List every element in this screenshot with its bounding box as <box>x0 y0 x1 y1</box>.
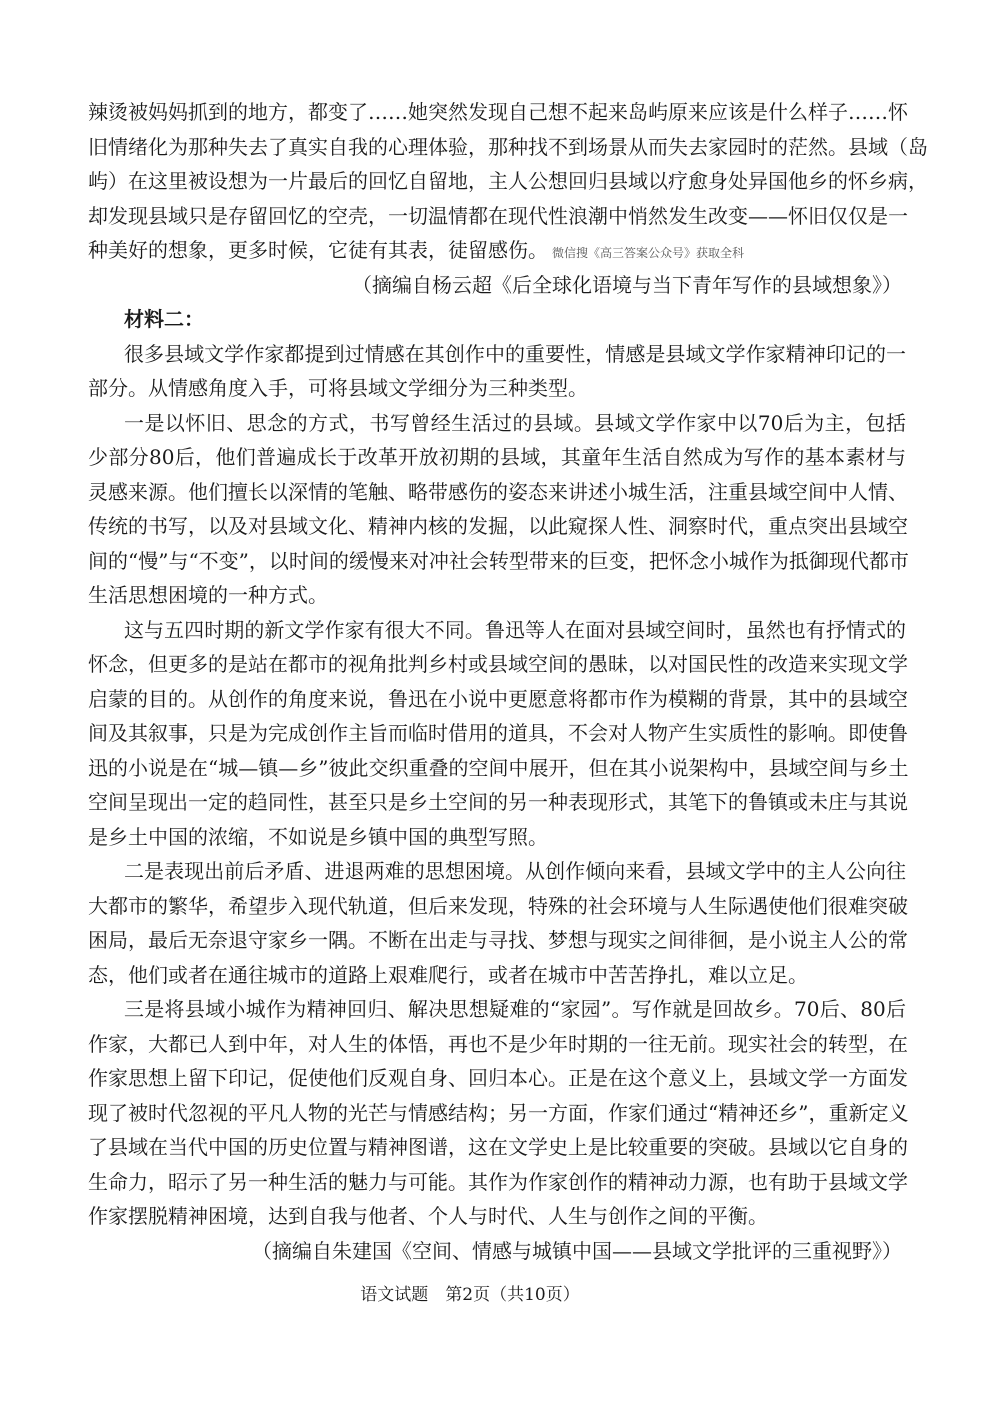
text-line: 了县域在当代中国的历史位置与精神图谱，这在文学史上是比较重要的突破。县域以它自身的 <box>88 1135 908 1159</box>
text-line: 一是以怀旧、思念的方式，书写曾经生活过的县域。县域文学作家中以70后为主，包括 <box>124 410 906 435</box>
text-line: 是乡土中国的浓缩，不如说是乡镇中国的典型写照。 <box>88 824 548 849</box>
text-line: 生活思想困境的一种方式。 <box>88 583 328 607</box>
text-line: 作家思想上留下印记，促使他们反观自身、回归本心。正是在这个意义上，县域文学一方面发 <box>88 1066 908 1090</box>
text-line: 传统的书写，以及对县域文化、精神内核的发掘，以此窥探人性、洞察时代，重点突出县域空 <box>88 514 908 538</box>
text-line: 怀念，但更多的是站在都市的视角批判乡村或县域空间的愚昧，以对国民性的改造来实现文学 <box>88 652 908 676</box>
text-line: 作家摆脱精神困境，达到自我与他者、个人与时代、人生与创作之间的平衡。 <box>88 1204 768 1228</box>
text-line: 间的“慢”与“不变”，以时间的缓慢来对冲社会转型带来的巨变，把怀念小城作为抵御现代都市 <box>88 548 909 573</box>
citation: （摘编自杨云超《后全球化语境与当下青年写作的县域想象》） <box>352 272 902 297</box>
text-line <box>88 233 906 268</box>
text-line: 三是将县域小城作为精神回归、解决思想疑难的“家园”。写作就是回故乡。70后、80后 <box>124 997 906 1021</box>
text-line: 灵感来源。他们擅长以深情的笔触、略带感伤的姿态来讲述小城生活，注重县域空间中人情、 <box>88 479 908 504</box>
watermark-text: 微信搜《高三答案公众号》获取全科 <box>552 246 745 260</box>
text-line: 生命力，昭示了另一种生活的魅力与可能。其作为作家创作的精神动力源，也有助于县域文学 <box>88 1169 908 1194</box>
text-line: 现了被时代忽视的平凡人物的光芒与情感结构；另一方面，作家们通过“精神还乡”，重新定义 <box>88 1100 909 1125</box>
text-line: 屿）在这里被设想为一片最后的回忆自留地，主人公想回归县域以疗愈身处异国他乡的怀乡病， <box>88 169 928 193</box>
document-page <box>88 95 928 1268</box>
text-line: 辣烫被妈妈抓到的地方，都变了……她突然发现自己想不起来岛屿原来应该是什么样子……怀 <box>88 100 908 124</box>
text-line: 这与五四时期的新文学作家有很大不同。鲁迅等人在面对县域空间时，虽然也有抒情式的 <box>124 617 906 642</box>
text-line: 困局，最后无奈退守家乡一隅。不断在出走与寻找、梦想与现实之间徘徊，是小说主人公的常 <box>88 928 908 952</box>
text-line: 态，他们或者在通往城市的道路上艰难爬行，或者在城市中苦苦挣扎，难以立足。 <box>88 962 808 987</box>
text-line: 间及其叙事，只是为完成创作主旨而临时借用的道具，不会对人物产生实质性的影响。即使鲁 <box>88 721 908 745</box>
text-line: 启蒙的目的。从创作的角度来说，鲁迅在小说中更愿意将都市作为模糊的背景，其中的县域空 <box>88 686 908 711</box>
text-line: 旧情绪化为那种失去了真实自我的心理体验，那种找不到场景从而失去家园时的茫然。县域（岛 <box>88 134 928 159</box>
text-line: 二是表现出前后矛盾、进退两难的思想困境。从创作倾向来看，县域文学中的主人公向往 <box>124 859 906 883</box>
page-footer: 语文试题 第2页（共10页） <box>360 1285 580 1305</box>
text-line: 却发现县域只是存留回忆的空壳，一切温情都在现代性浪潮中悄然发生改变——怀旧仅仅是一 <box>88 203 908 228</box>
text-line-content: 种美好的想象，更多时候，它徒有其表，徒留感伤。 <box>88 238 548 262</box>
text-line: 部分。从情感角度入手，可将县域文学细分为三种类型。 <box>88 376 588 400</box>
text-line: 大都市的繁华，希望步入现代轨道，但后来发现，特殊的社会环境与人生际遇使他们很难突破 <box>88 893 908 918</box>
text-line: 迅的小说是在“城—镇—乡”彼此交织重叠的空间中展开，但在其小说架构中，县域空间与乡土 <box>88 755 909 780</box>
text-line: 很多县域文学作家都提到过情感在其创作中的重要性，情感是县域文学作家精神印记的一 <box>124 341 906 366</box>
text-line: 作家，大都已人到中年，对人生的体悟，再也不是少年时期的一往无前。现实社会的转型，在 <box>88 1031 908 1056</box>
citation: （摘编自朱建国《空间、情感与城镇中国——县域文学批评的三重视野》） <box>252 1238 902 1263</box>
text-line: 少部分80后，他们普遍成长于改革开放初期的县域，其童年生活自然成为写作的基本素材与 <box>88 445 906 469</box>
section-heading: 材料二： <box>124 307 204 331</box>
text-line: 空间呈现出一定的趋同性，甚至只是乡土空间的另一种表现形式，其笔下的鲁镇或未庄与其说 <box>88 790 908 814</box>
